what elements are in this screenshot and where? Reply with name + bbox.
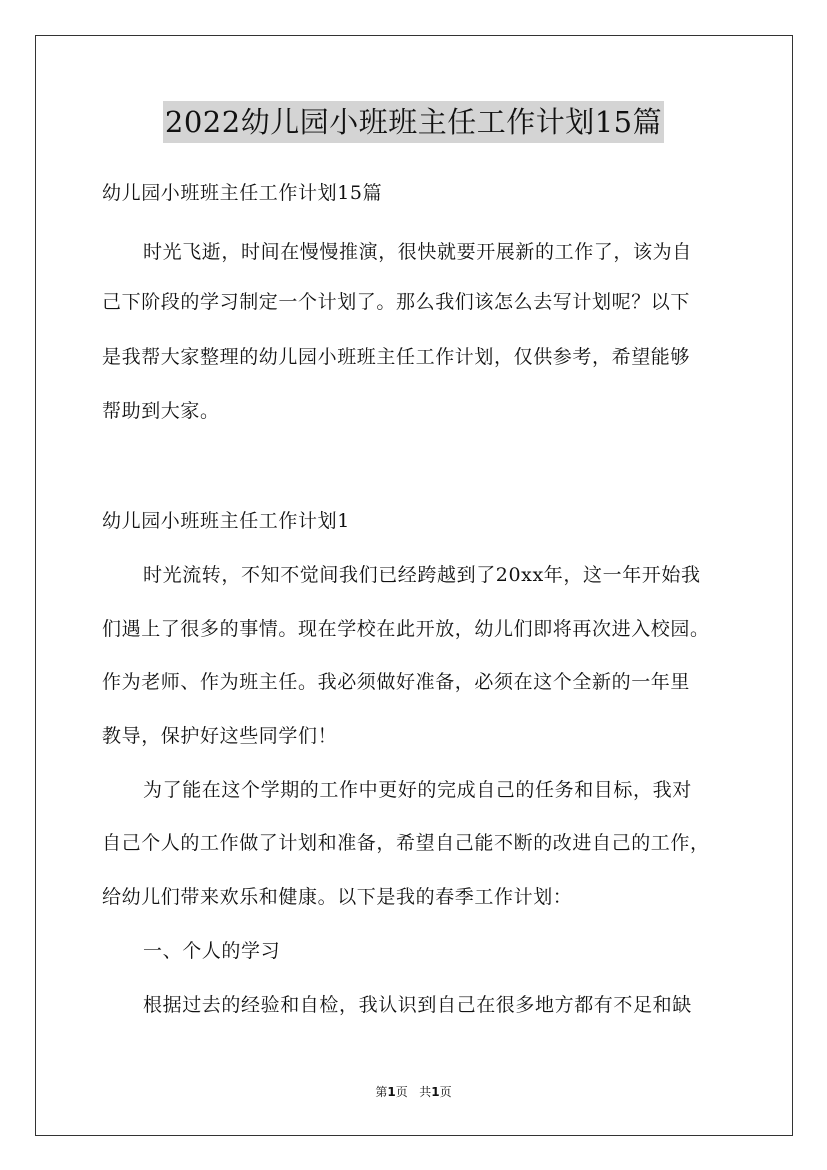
paragraph-line: 时光流转，不知不觉间我们已经跨越到了20xx年，这一年开始我 xyxy=(143,564,701,586)
intro-line: 帮助到大家。 xyxy=(102,400,220,422)
page-prefix: 第 xyxy=(375,1085,388,1099)
intro-line: 是我帮大家整理的幼儿园小班班主任工作计划，仅供参考，希望能够 xyxy=(102,346,691,368)
paragraph-line: 自己个人的工作做了计划和准备，希望自己能不断的改进自己的工作， xyxy=(102,832,710,854)
paragraph-line: 教导，保护好这些同学们！ xyxy=(102,725,338,747)
page-footer xyxy=(0,1084,827,1100)
paragraph-line: 根据过去的经验和自检，我认识到自己在很多地方都有不足和缺 xyxy=(143,994,692,1016)
paragraph-line: 给幼儿们带来欢乐和健康。以下是我的春季工作计划： xyxy=(102,886,573,908)
document-title: 2022幼儿园小班班主任工作计划15篇 xyxy=(163,101,664,143)
paragraph-line: 作为老师、作为班主任。我必须做好准备，必须在这个全新的一年里 xyxy=(102,671,691,693)
intro-line: 时光飞逝，时间在慢慢推演，很快就要开展新的工作了，该为自 xyxy=(143,241,692,263)
document-subtitle: 幼儿园小班班主任工作计划15篇 xyxy=(102,182,383,204)
section-heading: 幼儿园小班班主任工作计划1 xyxy=(102,510,350,532)
intro-line: 己下阶段的学习制定一个计划了。那么我们该怎么去写计划呢？以下 xyxy=(102,291,691,313)
total-prefix: 共 xyxy=(419,1085,432,1099)
paragraph-line: 为了能在这个学期的工作中更好的完成自己的任务和目标，我对 xyxy=(143,779,692,801)
title-wrap xyxy=(0,101,827,143)
page-current: 1 xyxy=(387,1085,396,1099)
total-suffix: 页 xyxy=(439,1085,452,1099)
paragraph-line: 们遇上了很多的事情。现在学校在此开放，幼儿们即将再次进入校园。 xyxy=(102,618,710,640)
page-suffix: 页 xyxy=(395,1085,408,1099)
sub-heading: 一、个人的学习 xyxy=(143,940,281,962)
page-total: 1 xyxy=(431,1085,440,1099)
